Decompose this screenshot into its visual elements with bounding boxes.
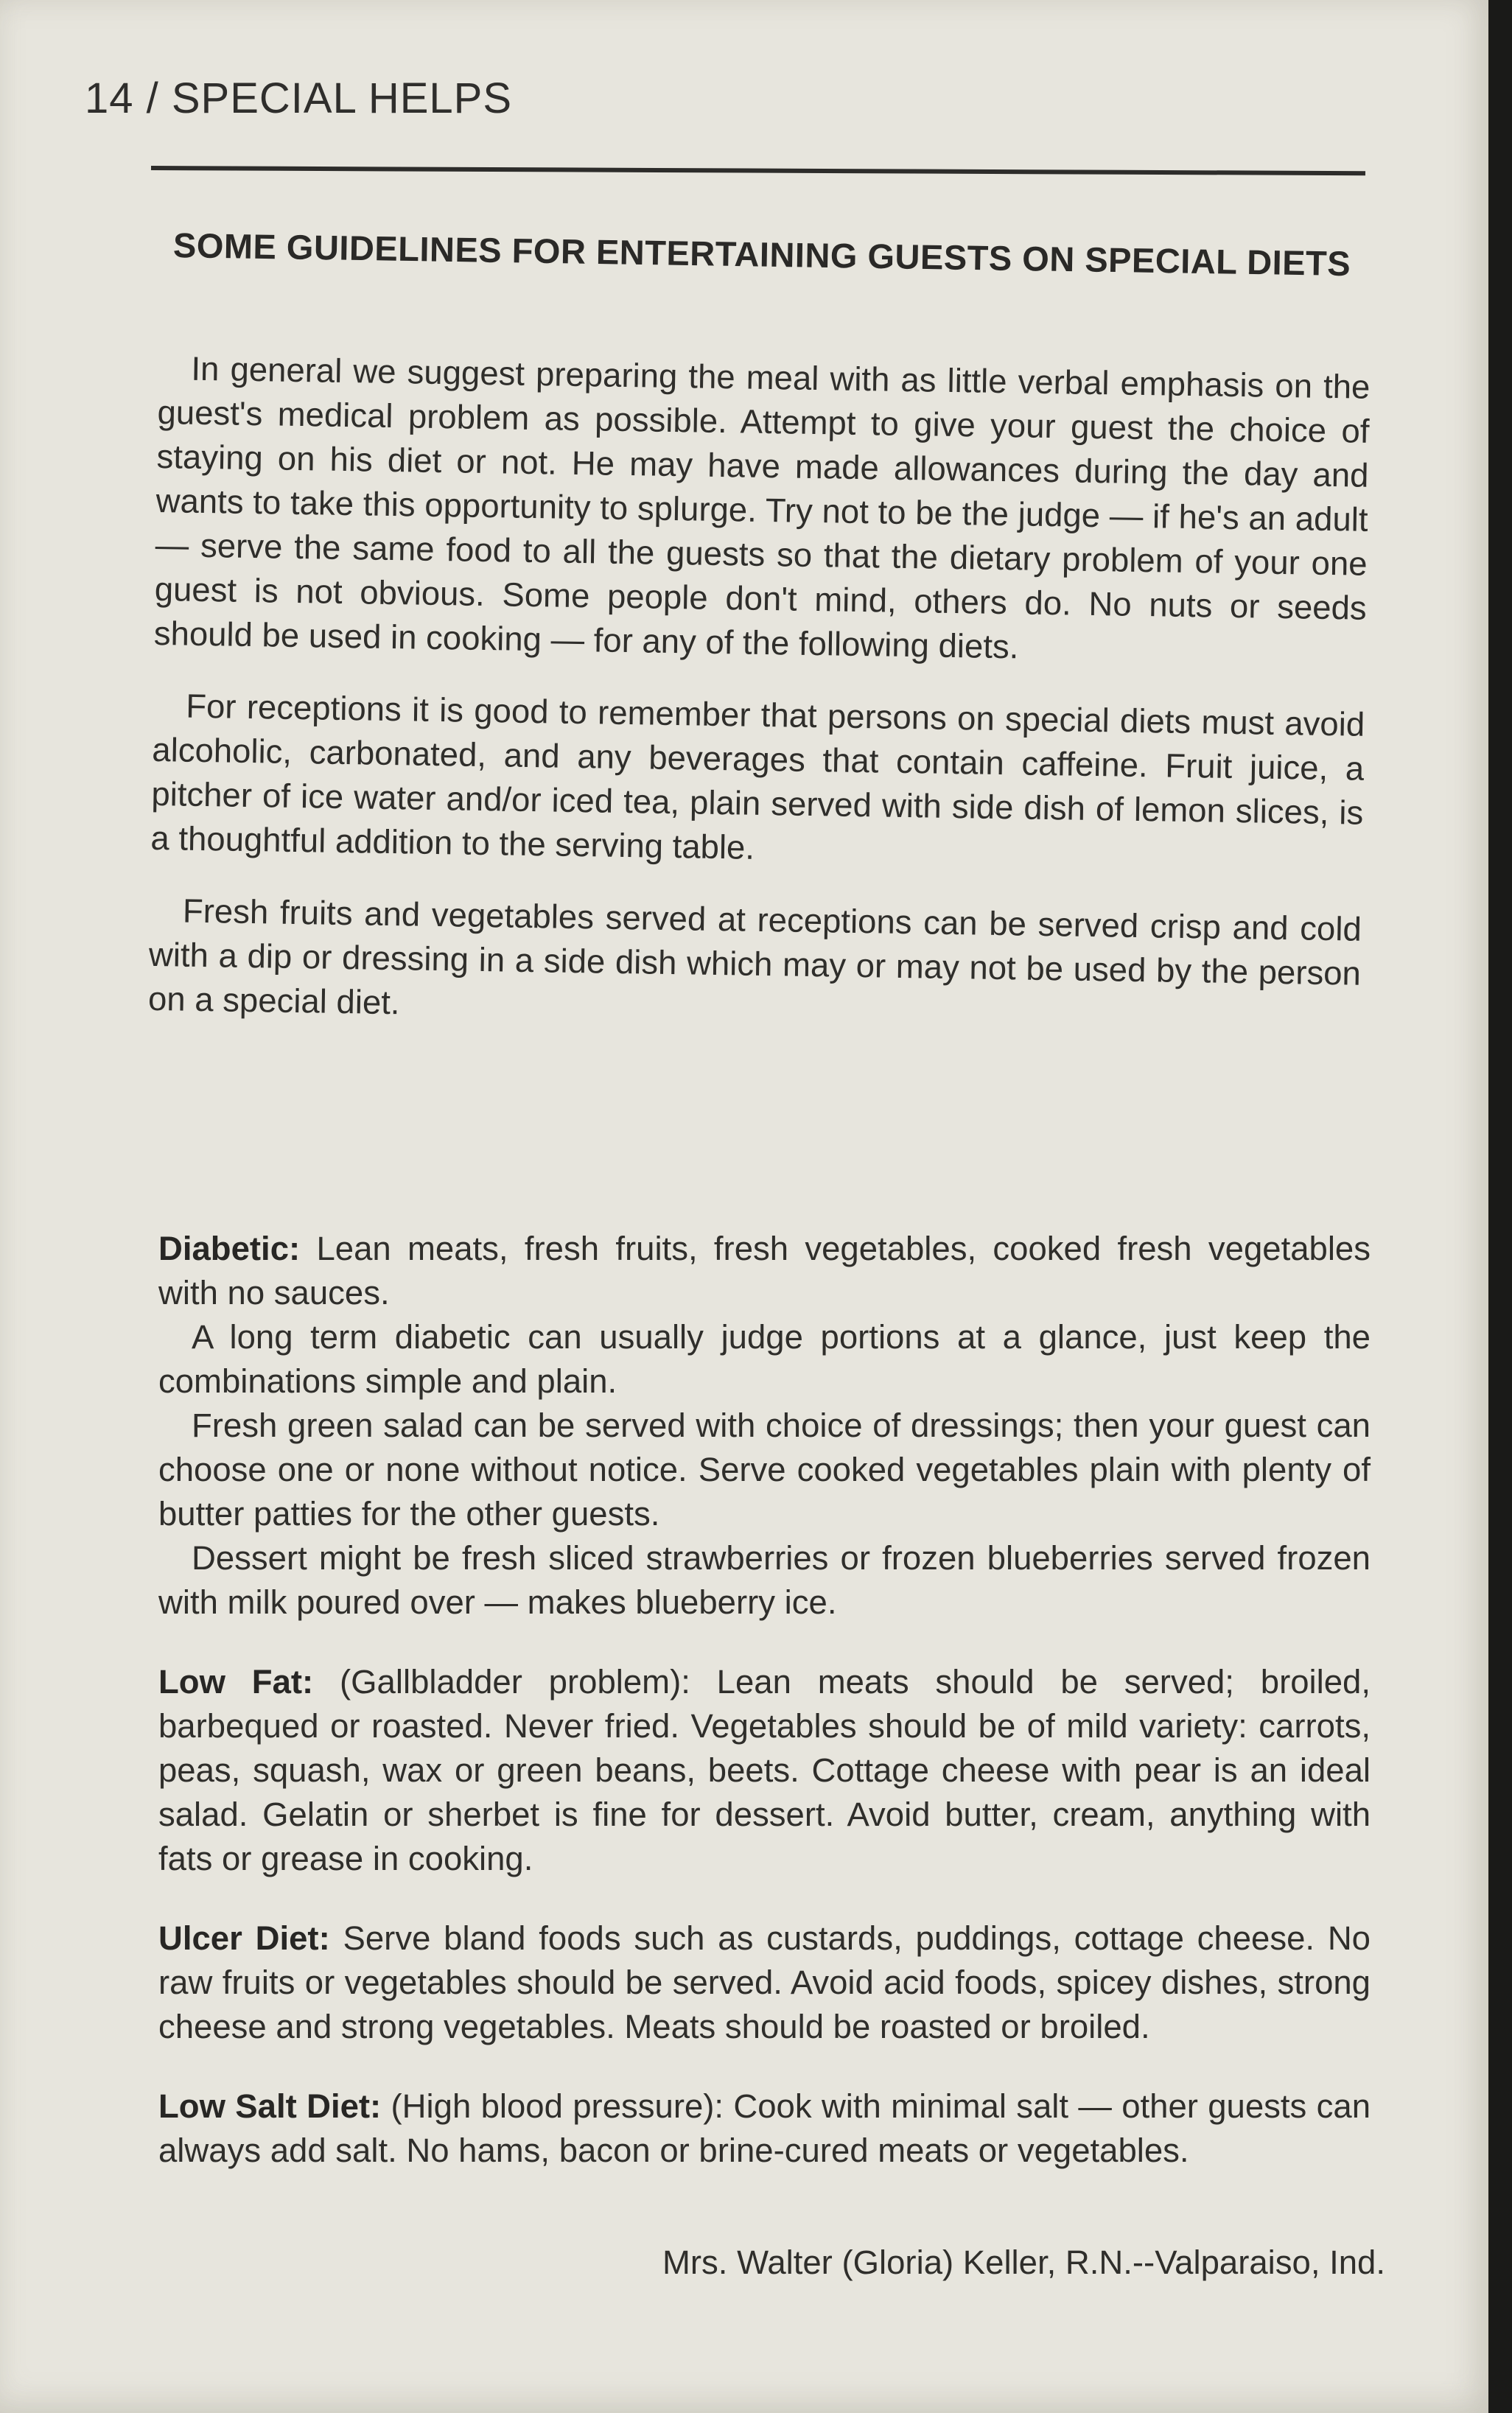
low-salt-paragraph xyxy=(158,2084,1371,2173)
fresh-produce-paragraph: Fresh fruits and vegetables served at receptions can be served crisp and cold with a dip or dressing in a side dish which may or may not be used by the person on a special diet. xyxy=(147,892,1362,1022)
ulcer-paragraph xyxy=(158,1916,1371,2049)
ulcer-label: Ulcer Diet: xyxy=(158,1919,330,1957)
diabetic-paragraph-2: A long term diabetic can usually judge portions at a glance, just keep the combinations simple and plain. xyxy=(158,1318,1371,1400)
diabetic-label: Diabetic: xyxy=(158,1230,301,1267)
low-salt-text: (High blood pressure): Cook with minimal salt — other guests can always add salt. No hams, bacon or brine-cured meats or vegetables. xyxy=(158,2087,1371,2169)
low-fat-paragraph xyxy=(158,1660,1371,1881)
low-fat-label: Low Fat: xyxy=(158,1663,314,1701)
diets-section xyxy=(158,1227,1371,2173)
diabetic-text: Lean meats, fresh fruits, fresh vegetables, cooked fresh vegetables with no sauces. xyxy=(158,1230,1371,1311)
diabetic-paragraph-4: Dessert might be fresh sliced strawberries or frozen blueberries served frozen with milk poured over — makes blueberry ice. xyxy=(158,1539,1371,1621)
header-rule xyxy=(151,166,1365,175)
diabetic-paragraph xyxy=(158,1227,1371,1315)
reception-paragraph: For receptions it is good to remember that persons on special diets must avoid alcoholic, carbonated, and any beverages that contain caffeine. Fruit juice, a pitcher of ice water and/or iced tea, plain served with side dish of lemon slices, is a thoughtful addition to the serving table. xyxy=(150,687,1365,866)
low-fat-text: (Gallbladder problem): Lean meats should be served; broiled, barbequed or roasted. Never fried. Vegetables should be of mild variety: carrots, peas, squash, wax or green beans, beets. Cottage cheese with pear is an ideal salad. Gelatin or sherbet is fine for dessert. Avoid butter, cream, anything with fats or grease in cooking. xyxy=(158,1663,1371,1877)
diabetic-paragraph-3: Fresh green salad can be served with choice of dressings; then your guest can choose one or none without notice. Serve cooked vegetables plain with plenty of butter patties for the other guests. xyxy=(158,1407,1371,1533)
low-salt-label: Low Salt Diet: xyxy=(158,2087,382,2125)
intro-paragraph: In general we suggest preparing the meal with as little verbal emphasis on the guest's medical problem as possible. Attempt to give your guest the choice of staying on his diet or not. He may have made allowances during the day and wants to take this opportunity to splurge. Try not to be the judge — if he's an adult — serve the same food to all the guests so that the dietary problem of your one guest is not obvious. Some people don't mind, others do. No nuts or seeds should be used in cooking — for any of the following diets. xyxy=(153,349,1371,666)
page-title: SOME GUIDELINES FOR ENTERTAINING GUESTS ON SPECIAL DIETS xyxy=(172,225,1351,284)
intro-section xyxy=(147,346,1371,1068)
page-header: 14 / SPECIAL HELPS xyxy=(85,74,513,122)
ulcer-text: Serve bland foods such as custards, puddings, cottage cheese. No raw fruits or vegetables should be served. Avoid acid foods, spicey dishes, strong cheese and strong vegetables. Meats should be roasted or broiled. xyxy=(158,1919,1371,2045)
author-credit: Mrs. Walter (Gloria) Keller, R.N.--Valparaiso, Ind. xyxy=(662,2244,1385,2281)
